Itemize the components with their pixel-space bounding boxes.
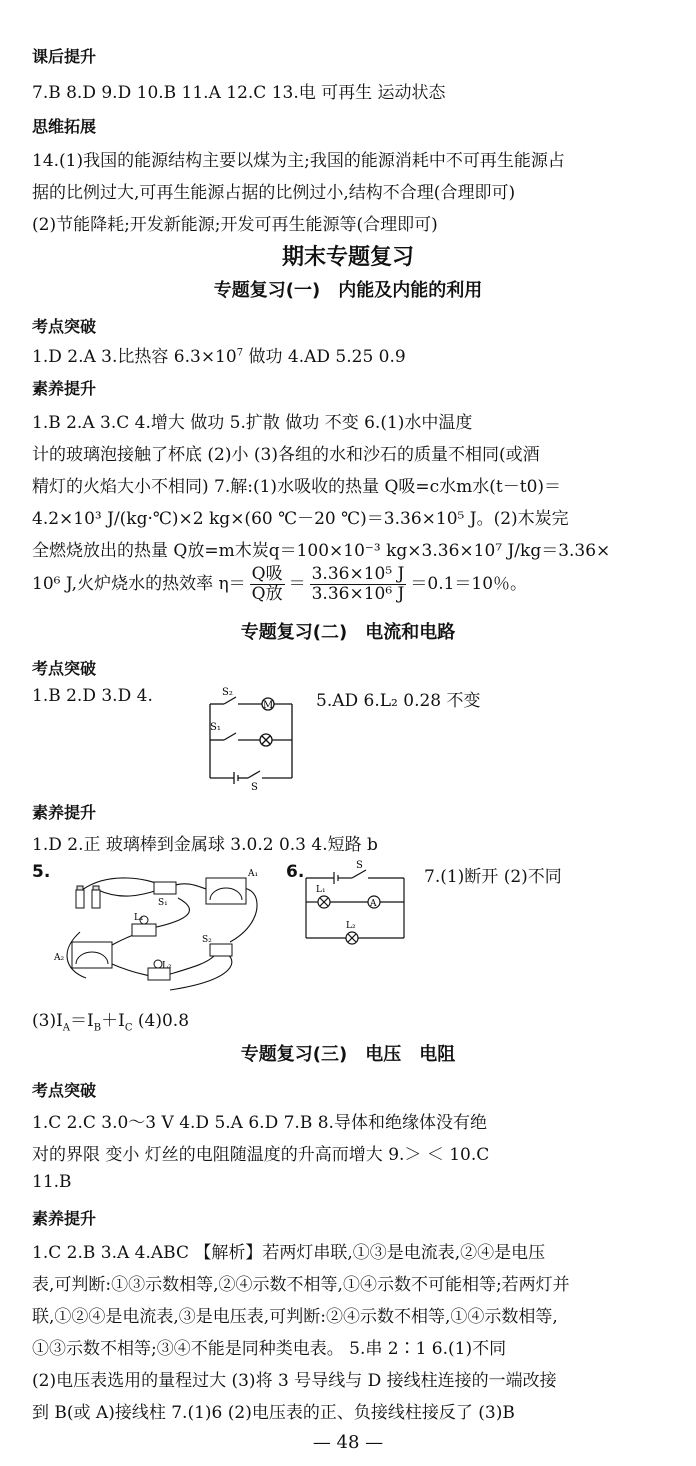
- topic2-key-answers-a: 1.B 2.D 3.D 4.: [32, 686, 153, 706]
- answer-14-line3: (2)节能降耗;开发新能源;开发可再生能源等(合理即可): [32, 215, 438, 235]
- topic2-q6-number: 6.: [286, 862, 305, 882]
- topic3-quality-line6: 到 B(或 A)接线柱 7.(1)6 (2)电压表的正、负接线柱接反了 (3)B: [32, 1403, 515, 1423]
- label-L2: L₂: [162, 961, 172, 971]
- topic3-quality-line1: 1.C 2.B 3.A 4.ABC 【解析】若两灯串联,①③是电流表,②④是电压: [32, 1243, 546, 1263]
- fraction-values: $\frac{\text{3.36×10⁵ J}}{\text{3.36×10⁶ J}}$: [311, 564, 405, 604]
- answer-14-line1: 14.(1)我国的能源结构主要以煤为主;我国的能源消耗中不可再生能源占: [32, 151, 565, 171]
- topic3-key-line3: 11.B: [32, 1172, 72, 1192]
- label-A1: A₁: [248, 869, 259, 879]
- heading-after-class: 课后提升: [32, 47, 97, 66]
- answers-after-class: 7.B 8.D 9.D 10.B 11.A 12.C 13.电 可再生 运动状态: [32, 83, 446, 103]
- topic1-quality-line4: 4.2×10³ J/(kg·℃)×2 kg×(60 ℃－20 ℃)＝3.36×10⁵ J。(2)木炭完: [32, 509, 569, 529]
- label-S1: S₁: [158, 898, 168, 908]
- topic1-title: 专题复习(一) 内能及内能的利用: [213, 280, 483, 301]
- fraction-efficiency: $\frac{\text{Q吸}}{\text{Q放}}$: [251, 564, 283, 604]
- topic2-quality-line1: 1.D 2.正 玻璃棒到金属球 3.0.2 0.3 4.短路 b: [32, 835, 378, 855]
- topic1-quality-line2: 计的玻璃泡接触了杯底 (2)小 (3)各组的水和沙石的质量不相同(或酒: [32, 445, 540, 465]
- topic2-q7-answer: 7.(1)断开 (2)不同: [424, 867, 562, 887]
- label-s: S: [251, 782, 258, 790]
- topic2-key-answers-b: 5.AD 6.L₂ 0.28 不变: [316, 691, 481, 711]
- page-number: — 48 —: [312, 1432, 384, 1453]
- label-lamp-l2: L₂: [346, 921, 356, 931]
- topic1-quality-line5: 全燃烧放出的热量 Q放=m木炭q＝100×10⁻³ kg×3.36×10⁷ J/kg＝3.36×: [32, 541, 611, 561]
- topic2-q5-number: 5.: [32, 862, 51, 882]
- topic3-key-line2: 对的界限 变小 灯丝的电阻随温度的升高而增大 9.＞ ＜ 10.C: [32, 1145, 490, 1165]
- topic2-heading-quality: 素养提升: [32, 803, 97, 822]
- topic2-quality-line3: $(3)I_A=I_B+I_C$ (4)0.8: [32, 1011, 190, 1034]
- topic3-heading-key: 考点突破: [32, 1081, 97, 1100]
- circuit-diagram-q4: [196, 686, 302, 790]
- topic1-quality-line3: 精灯的火焰大小不相同) 7.解:(1)水吸收的热量 Q吸=c水m水(t－t0)＝: [32, 477, 562, 497]
- label-A2: A₂: [54, 953, 65, 963]
- topic3-heading-quality: 素养提升: [32, 1209, 97, 1228]
- topic3-quality-line4: ①③示数不相等;③④不能是同种类电表。 5.串 2∶1 6.(1)不同: [32, 1339, 507, 1359]
- label-L1: L₁: [134, 913, 144, 923]
- label-motor: M: [263, 700, 274, 711]
- topic3-quality-line5: (2)电压表选用的量程过大 (3)将 3 号导线与 D 接线柱连接的一端改接: [32, 1371, 557, 1391]
- topic3-key-line1: 1.C 2.C 3.0～3 V 4.D 5.A 6.D 7.B 8.导体和绝缘体没有绝: [32, 1113, 487, 1133]
- topic2-title: 专题复习(二) 电流和电路: [240, 622, 456, 643]
- heading-thinking: 思维拓展: [32, 117, 97, 136]
- topic1-heading-quality: 素养提升: [32, 379, 97, 398]
- topic3-quality-line2: 表,可判断:①③示数相等,②④示数不相等,①④示数不可能相等;若两灯并: [32, 1275, 570, 1295]
- topic1-key-answers: 1.D 2.A 3.比热容 $6.3\times 10^7$ 做功 4.AD 5.25 0.9: [32, 347, 406, 367]
- topic3-quality-line3: 联,①②④是电流表,③是电压表,可判断:②④示数不相等,①④示数相等,: [32, 1307, 558, 1327]
- topic3-title: 专题复习(三) 电压 电阻: [240, 1044, 456, 1065]
- circuit-diagram-q6: [296, 858, 412, 954]
- topic1-quality-line6: 10⁶ J,火炉烧水的热效率 η＝ $\frac{\text{Q吸}}{\text{Q放}}$ ＝ $\frac{\text{3.36×10⁵ J}}{\text{3.36×10⁶ J}}$ ＝0.1＝10％。: [32, 564, 528, 604]
- answer-14-line2: 据的比例过大,可再生能源占据的比例过小,结构不合理(合理即可): [32, 183, 516, 203]
- topic1-heading-key: 考点突破: [32, 317, 97, 336]
- label-lamp-l1: L₁: [316, 885, 326, 895]
- label-ammeter: A: [370, 899, 377, 909]
- label-s1: S₁: [210, 722, 221, 733]
- physical-circuit-q5: [50, 860, 272, 996]
- label-s2: S₂: [222, 687, 233, 698]
- main-title: 期末专题复习: [281, 245, 414, 270]
- label-switch-s: S: [356, 860, 363, 871]
- topic1-quality-line1: 1.B 2.A 3.C 4.增大 做功 5.扩散 做功 不变 6.(1)水中温度: [32, 413, 473, 433]
- label-S2: S₂: [202, 935, 212, 945]
- topic2-heading-key: 考点突破: [32, 659, 97, 678]
